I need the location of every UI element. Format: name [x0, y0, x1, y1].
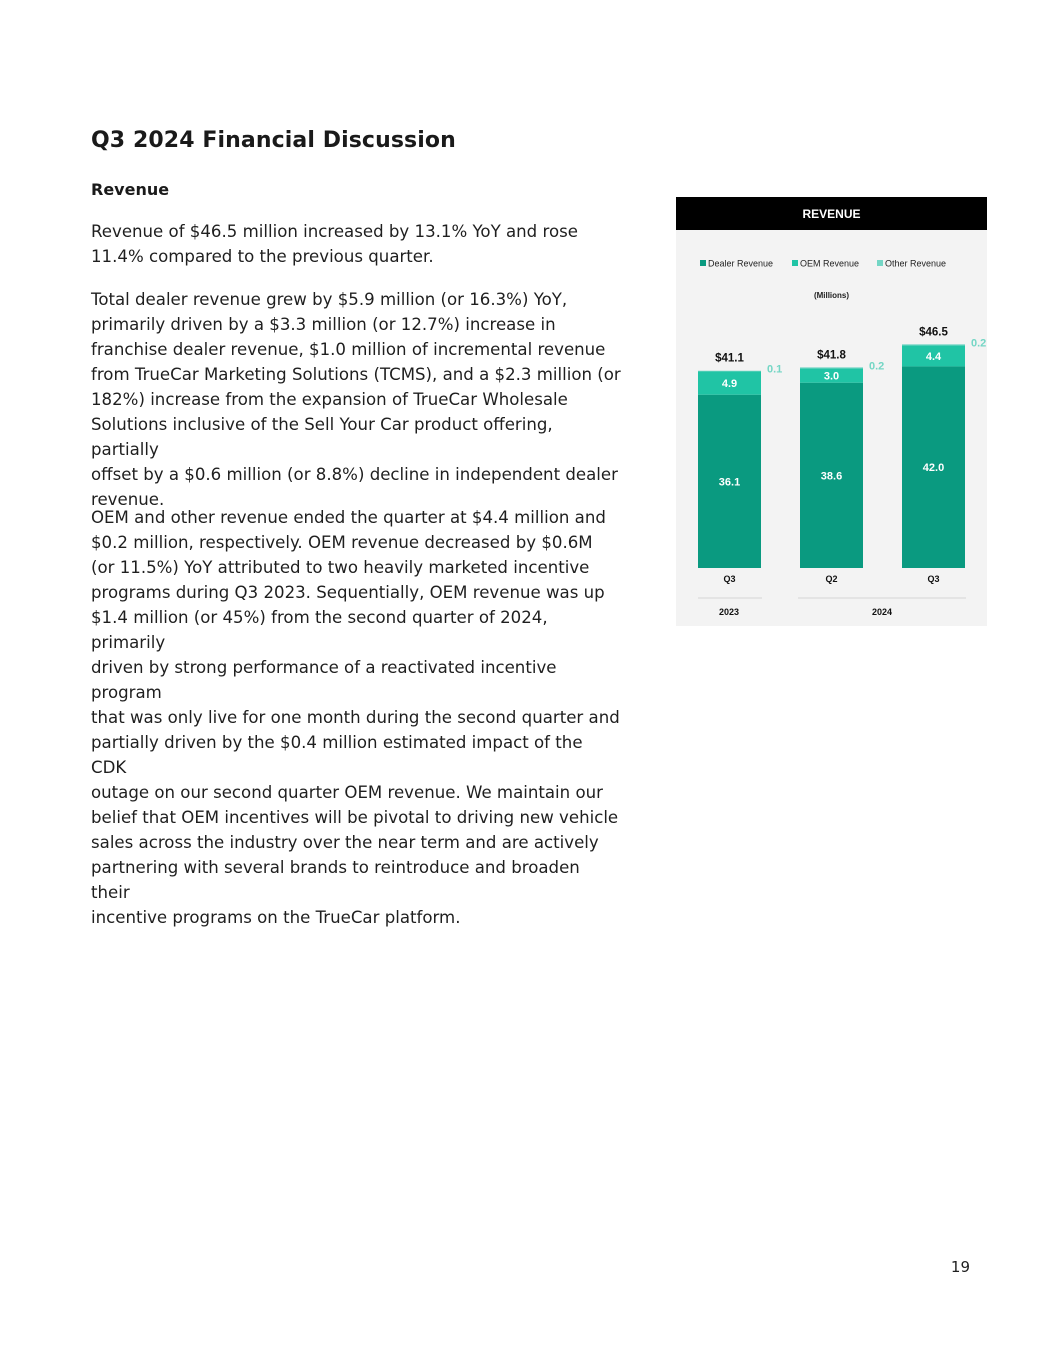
data-label-oem: 4.9	[721, 377, 738, 390]
data-label-other: 0.1	[767, 363, 783, 376]
data-label-dealer: 36.1	[718, 476, 741, 489]
revenue-chart	[676, 197, 987, 626]
data-label-dealer: 42.0	[922, 462, 945, 475]
paragraph-revenue-summary	[91, 219, 621, 269]
group-label-2024: 2024	[871, 607, 893, 617]
paragraph-text: Revenue of $46.5 million increased by 13.1% YoY and rose 11.4% compared to the previous quarter.	[91, 222, 578, 266]
legend-swatch	[700, 260, 706, 266]
paragraph-text: Total dealer revenue grew by $5.9 million (or 16.3%) YoY, primarily driven by a $3.3 million (or 12.7%) increase in franchise dealer revenue, $1.0 million of incremental revenue from TrueCar Marketing Solutions (TCMS), and a $2.3 million (or 182%) increase from the expansion of TrueCar Wholesale Solutions inclusive of the Sell Your Car product offering, partially offset by a $0.6 million (or 8.8%) decline in independent dealer revenue.	[91, 290, 621, 509]
data-label-dealer: 38.6	[820, 470, 843, 483]
bar-total-label: $46.5	[919, 326, 948, 339]
paragraph-dealer-revenue	[91, 287, 621, 512]
chart-subtitle: (Millions)	[813, 291, 850, 300]
category-label: Q3	[723, 574, 736, 584]
page-number: 19	[950, 1258, 970, 1276]
page-title: Q3 2024 Financial Discussion	[91, 128, 456, 153]
legend-entry: Dealer Revenue	[708, 258, 774, 269]
bar-other-revenue	[800, 367, 863, 368]
legend-entry: OEM Revenue	[800, 258, 860, 269]
paragraph-text: OEM and other revenue ended the quarter at $4.4 million and $0.2 million, respectively. OEM revenue decreased by $0.6M (or 11.5%) YoY attributed to two heavily marketed incentive programs during Q3 2023. Sequentially, OEM revenue was up $1.4 million (or 45%) from the second quarter of 2024, primarily driven by strong performance of a reactivated incentive program that was only live for one month during the second quarter and partially driven by the $0.4 million estimated impact of the CDK outage on our second quarter OEM revenue. We maintain our belief that OEM incentives will be pivotal to driving new vehicle sales across the industry over the near term and are actively partnering with several brands to reintroduce and broaden their incentive programs on the TrueCar platform.	[91, 508, 620, 927]
paragraph-oem-revenue	[91, 505, 621, 930]
data-label-other: 0.2	[971, 337, 987, 350]
data-label-other: 0.2	[869, 360, 885, 373]
chart-title: REVENUE	[802, 207, 861, 221]
legend-swatch	[792, 260, 798, 266]
category-label: Q3	[927, 574, 940, 584]
section-heading-revenue: Revenue	[91, 180, 170, 199]
revenue-chart-svg	[676, 197, 987, 626]
data-label-oem: 3.0	[823, 370, 840, 383]
group-label-2023: 2023	[718, 607, 740, 617]
bar-other-revenue	[902, 344, 965, 345]
category-label: Q2	[825, 574, 838, 584]
bar-total-label: $41.1	[715, 352, 744, 365]
legend-entry: Other Revenue	[885, 258, 947, 269]
data-label-oem: 4.4	[925, 350, 942, 363]
bar-total-label: $41.8	[817, 349, 846, 362]
legend-swatch	[877, 260, 883, 266]
